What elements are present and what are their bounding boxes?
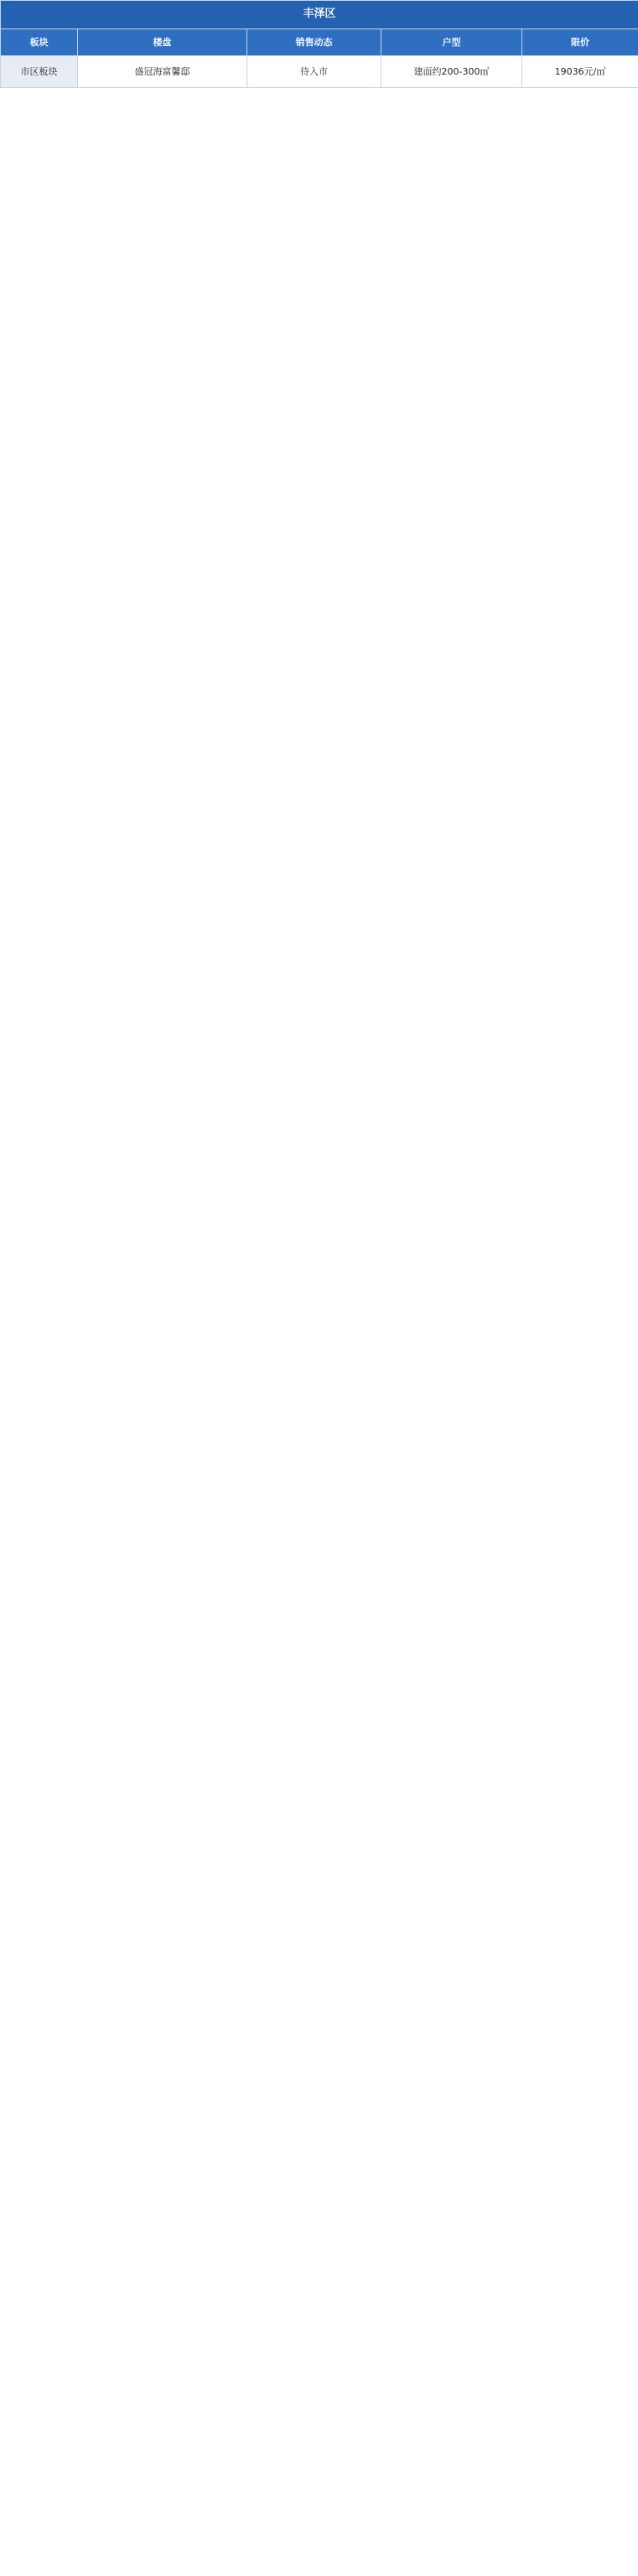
status-cell: 待入市 — [247, 56, 381, 88]
header-type: 户型 — [381, 29, 522, 56]
district-title: 丰泽区 — [1, 1, 638, 29]
area-cell: 市区板块 — [1, 56, 78, 88]
limit-cell: 19036元/㎡ — [522, 56, 638, 88]
table-row — [1, 56, 638, 88]
header-area: 板块 — [1, 29, 78, 56]
district-row-fengze — [1, 1, 638, 29]
price-table — [0, 0, 638, 88]
header-row — [1, 29, 638, 56]
header-project: 楼盘 — [78, 29, 247, 56]
type-cell: 建面约200-300㎡ — [381, 56, 522, 88]
project-cell: 盛冠海富馨邸 — [78, 56, 247, 88]
header-status: 销售动态 — [247, 29, 381, 56]
header-limit: 限价 — [522, 29, 638, 56]
